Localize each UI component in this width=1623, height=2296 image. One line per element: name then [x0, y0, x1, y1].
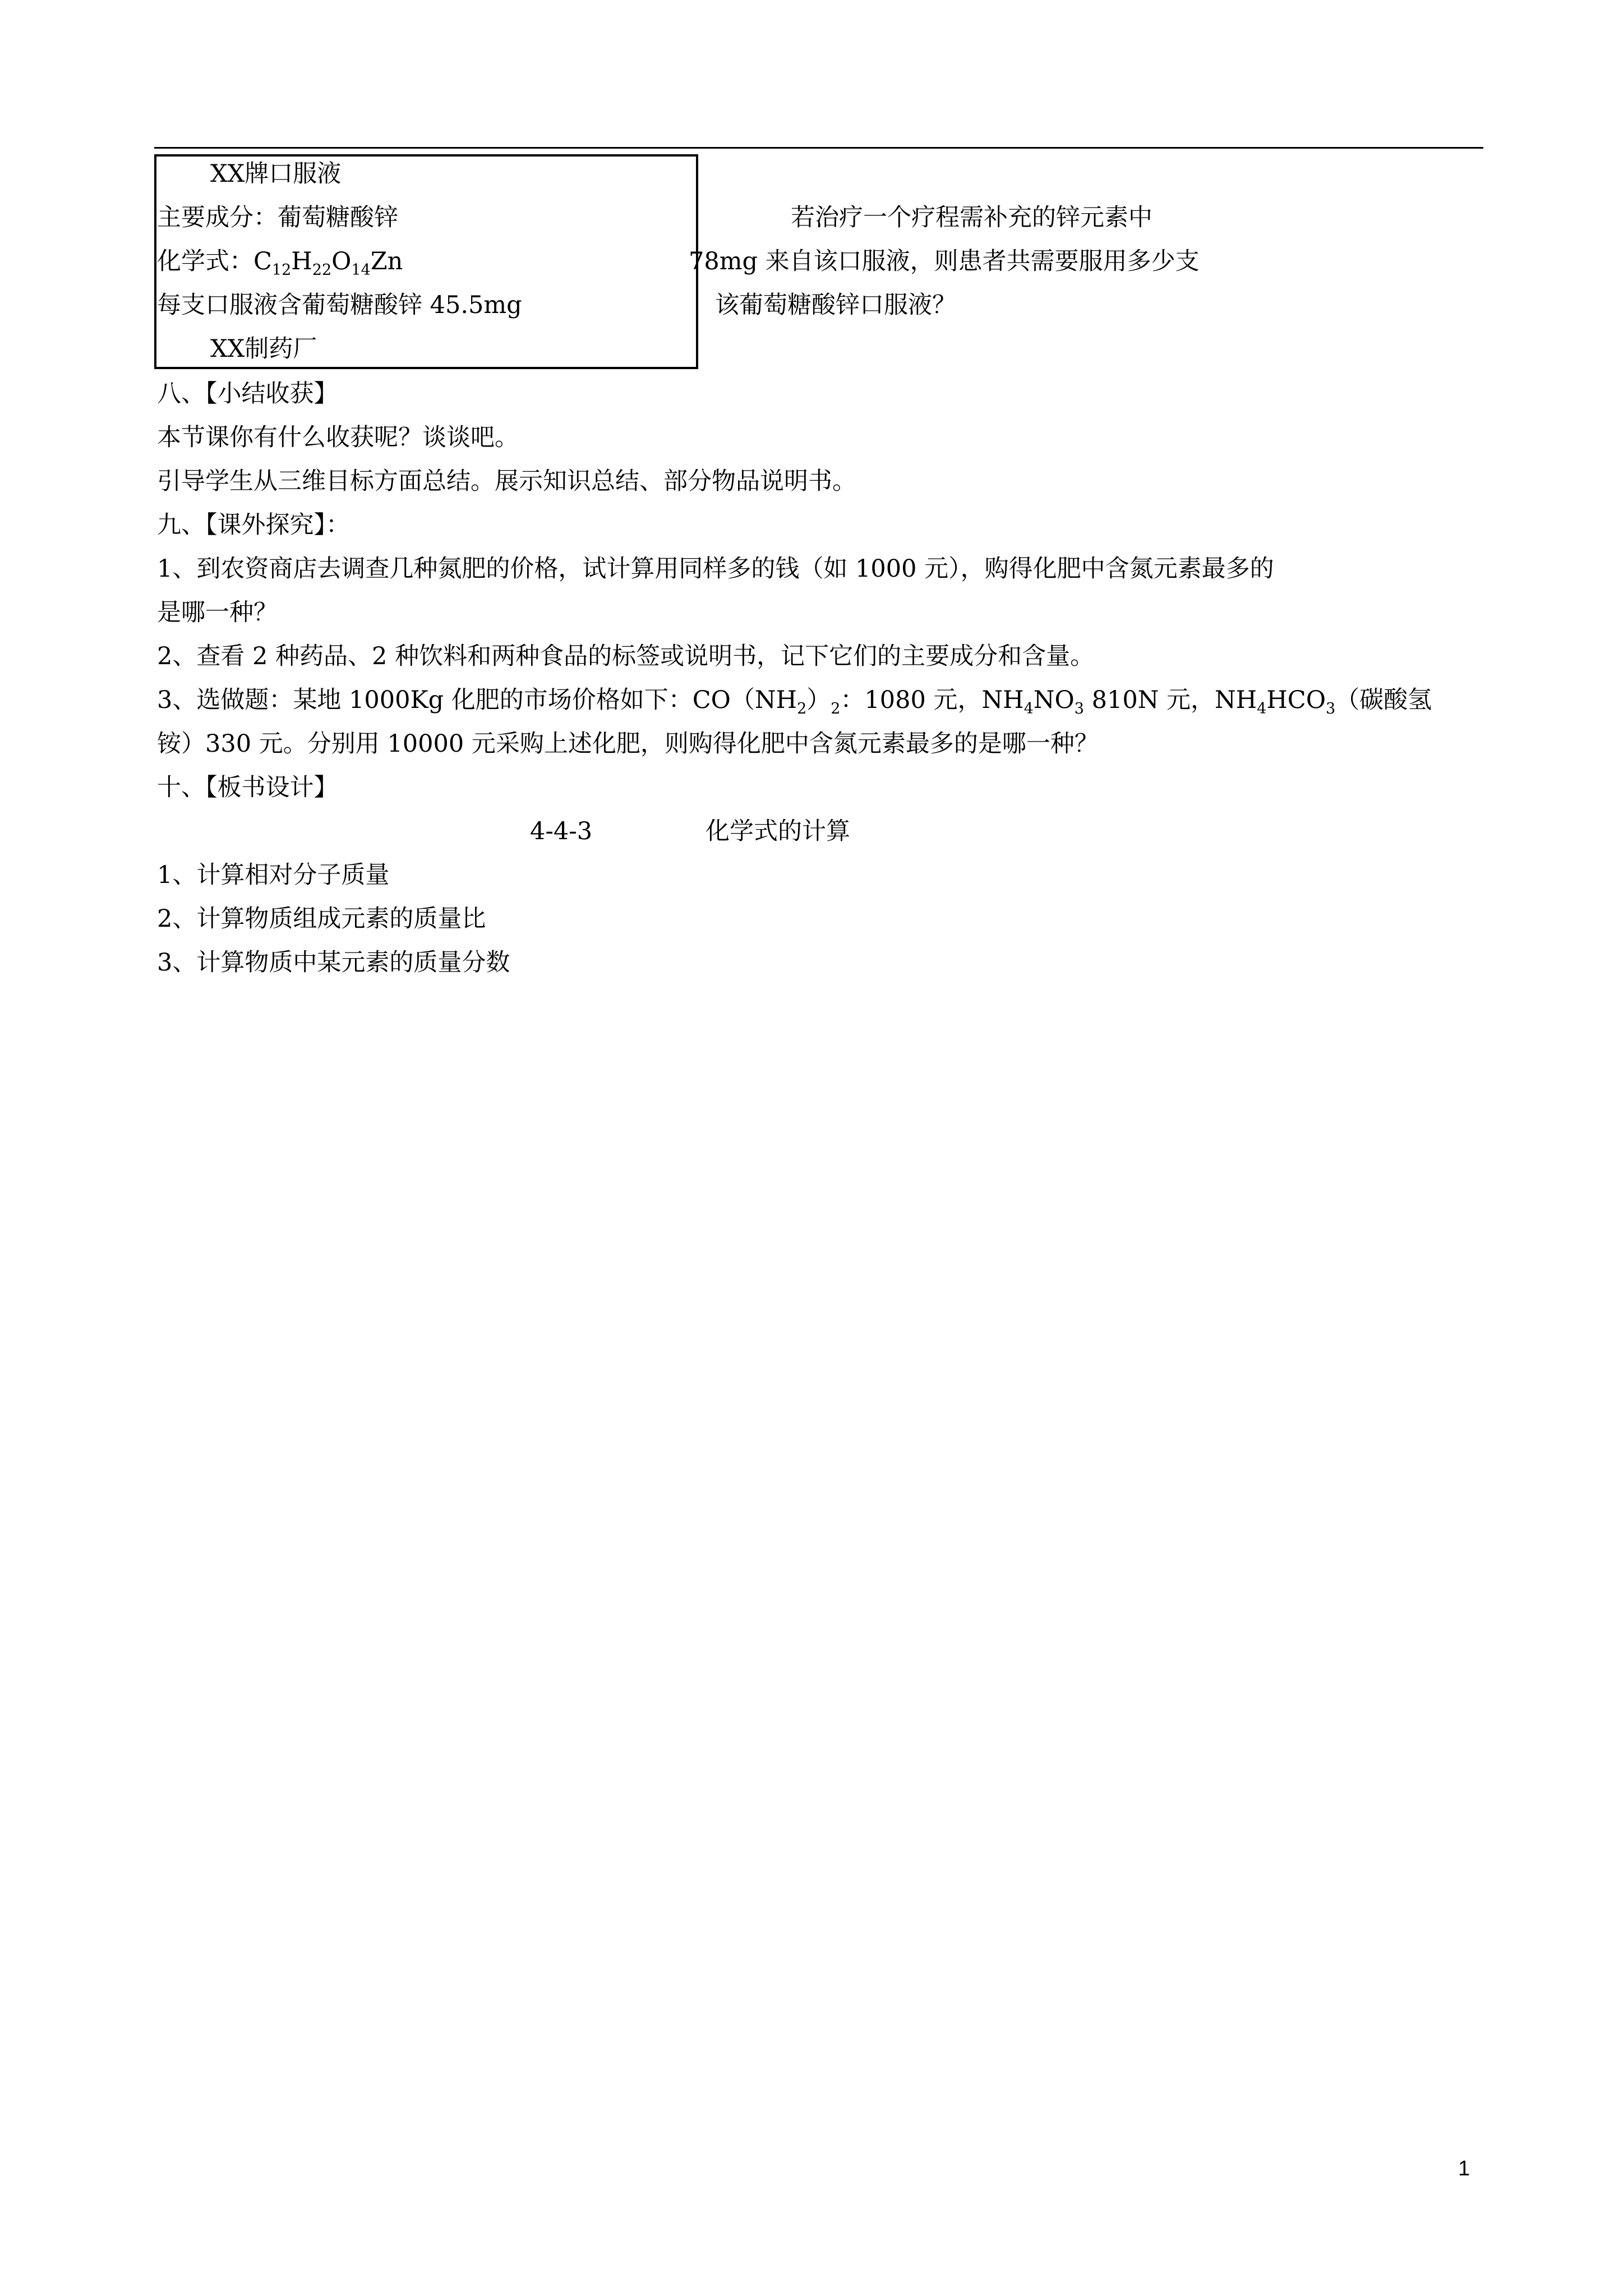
- page-number: 1: [1458, 2157, 1470, 2180]
- label-content: 每支口服液含葡萄糖酸锌 45.5mg: [157, 291, 522, 319]
- section8-paragraph-2: 引导学生从三维目标方面总结。展示知识总结、部分物品说明书。: [157, 467, 856, 495]
- question-line-2: 78mg 来自该口服液，则患者共需要服用多少支: [689, 247, 1200, 275]
- question-line-1: 若治疗一个疗程需补充的锌元素中: [791, 204, 1152, 232]
- section9-heading: 九、【课外探究】：: [157, 511, 350, 539]
- label-formula: 化学式：$C_{12}H_{22}O_{14}Zn$: [157, 247, 403, 279]
- section9-item1-line1: 1、到农资商店去调查几种氮肥的价格，试计算用同样多的钱（如 1000 元），购得化肥中含氮元素最多的: [157, 555, 1274, 583]
- section9-item3-line2: 铵）330 元。分别用 10000 元采购上述化肥，则购得化肥中含氮元素最多的是哪一种？: [157, 730, 1099, 758]
- section9-item3-line1: 3、选做题：某地 1000Kg 化肥的市场价格如下：$CO(NH_2)_2$：1080 元，$NH_4NO_3$ 810N 元，$NH_4HCO_3$（碳酸氢: [157, 686, 1432, 717]
- section9-item1-line2: 是哪一种？: [157, 599, 278, 627]
- board-item-2: 2、计算物质组成元素的质量比: [157, 905, 486, 933]
- label-brand: XX牌口服液: [210, 160, 342, 188]
- board-item-1: 1、计算相对分子质量: [157, 861, 390, 889]
- question-line-3: 该葡萄糖酸锌口服液？: [715, 291, 956, 319]
- section9-item2: 2、查看 2 种药品、2 种饮料和两种食品的标签或说明书，记下它们的主要成分和含量。: [157, 642, 1095, 670]
- section8-paragraph-1: 本节课你有什么收获呢？谈谈吧。: [157, 424, 519, 452]
- board-code: 4-4-3: [530, 817, 593, 845]
- section10-heading: 十、【板书设计】: [157, 774, 338, 802]
- label-ingredient: 主要成分：葡萄糖酸锌: [157, 204, 398, 232]
- board-title: 化学式的计算: [706, 817, 850, 845]
- header-rule: [154, 147, 1483, 149]
- label-maker: XX制药厂: [210, 335, 317, 363]
- section8-heading: 八、【小结收获】: [157, 380, 338, 408]
- board-item-3: 3、计算物质中某元素的质量分数: [157, 949, 510, 977]
